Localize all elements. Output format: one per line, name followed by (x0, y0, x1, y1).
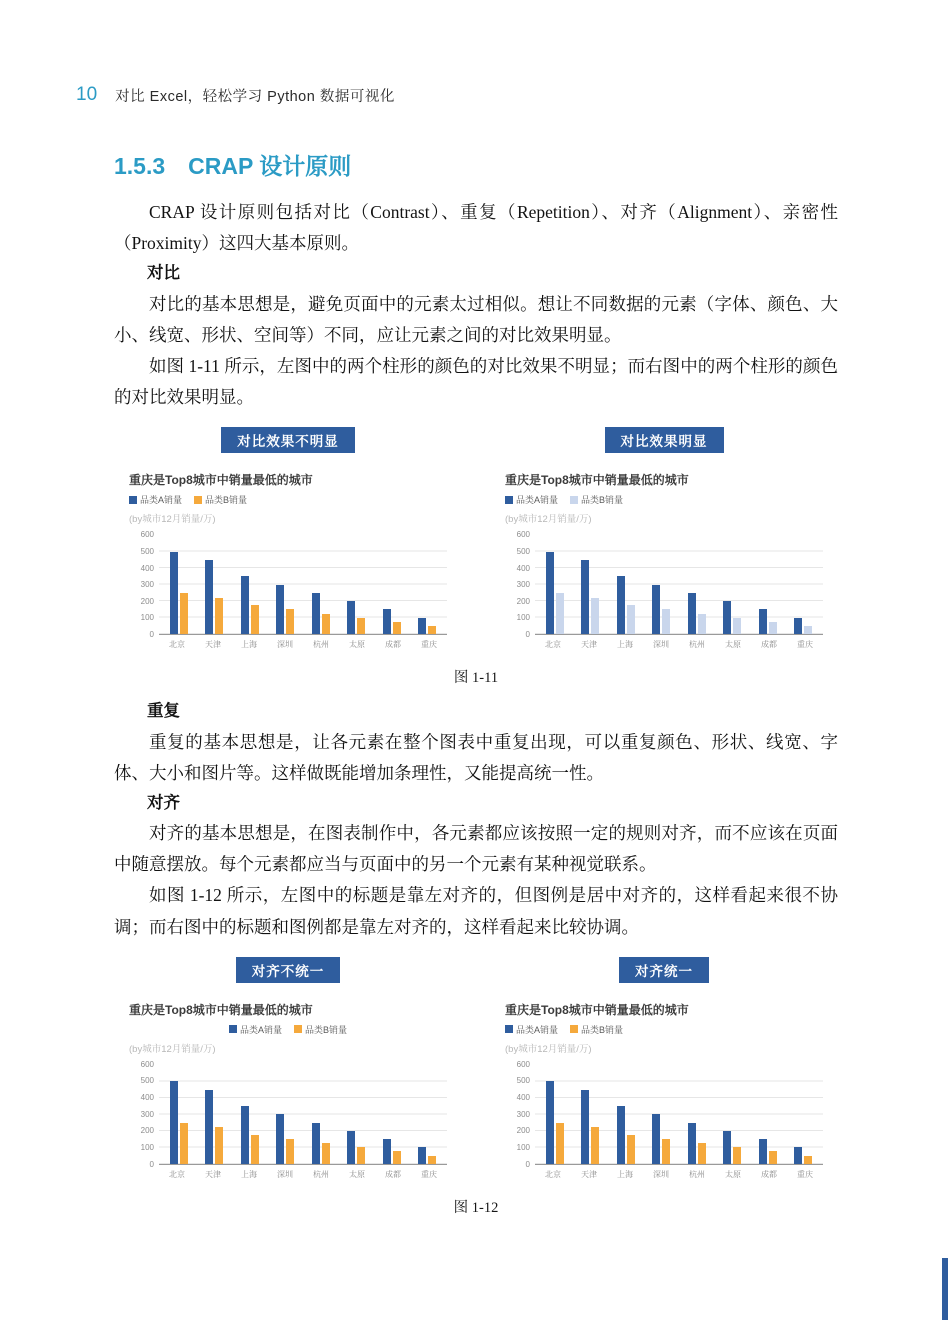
y-axis-tick-label: 0 (149, 630, 154, 640)
bar (627, 605, 635, 634)
bar (804, 1156, 812, 1164)
x-axis-spacer (505, 639, 535, 650)
y-axis-tick-label: 100 (140, 1143, 154, 1153)
x-axis-label: 成都 (385, 1169, 401, 1179)
bar (286, 1139, 294, 1164)
bar (794, 618, 802, 634)
bar-group (617, 1065, 635, 1164)
chart-subtitle: (by城市12月销量/万) (505, 1043, 592, 1055)
bar-group (581, 1065, 599, 1164)
y-axis-tick-label: 300 (140, 1109, 154, 1119)
bar (347, 1131, 355, 1164)
legend-label: 品类A销量 (239, 1024, 282, 1035)
x-axis-label: 深圳 (653, 1169, 669, 1179)
bar-group (688, 1065, 706, 1164)
y-axis-tick-label: 300 (516, 580, 530, 590)
bar-group (723, 1065, 741, 1164)
chart-subtitle: (by城市12月销量/万) (129, 1043, 216, 1055)
bar (591, 598, 599, 634)
plot-area (535, 535, 823, 635)
bar-group (205, 1065, 223, 1164)
x-axis-label: 北京 (545, 640, 561, 650)
paragraph-contrast-2: 如图 1-11 所示，左图中的两个柱形的颜色的对比效果不明显；而右图中的两个柱形的颜色的对比效果明显。 (114, 355, 838, 408)
y-axis-tick-label: 0 (525, 1159, 530, 1169)
bar-group (759, 535, 777, 634)
bar-group (652, 1065, 670, 1164)
x-axis-label: 天津 (581, 640, 597, 650)
legend-label: 品类A销量 (516, 1024, 559, 1035)
bar (652, 585, 660, 635)
bar (759, 1139, 767, 1164)
bar-group (546, 1065, 564, 1164)
running-head-title: 对比 Excel，轻松学习 Python 数据可视化 (115, 88, 395, 105)
bar (418, 1147, 426, 1163)
chart-legend (129, 1023, 447, 1036)
bar (205, 560, 213, 634)
bar-group (418, 1065, 436, 1164)
bar (312, 593, 320, 634)
chart-title: 重庆是Top8城市中销量最低的城市 (505, 1002, 689, 1017)
x-axis (505, 639, 823, 650)
plot-area (159, 535, 447, 635)
paragraph-intro: CRAP 设计原则包括对比（Contrast）、重复（Repetition）、对齐（Alignment）、亲密性（Proximity）这四大基本原则。 (114, 202, 838, 254)
bar-group (759, 1065, 777, 1164)
x-axis-labels (159, 1169, 447, 1180)
x-axis-label: 重庆 (797, 1169, 813, 1179)
bar-group (383, 1065, 401, 1164)
bar (546, 1081, 554, 1164)
x-axis (129, 639, 447, 650)
bar (591, 1127, 599, 1163)
bar (723, 601, 731, 634)
bar (393, 1151, 401, 1163)
chart-align-consistent (505, 957, 823, 1180)
y-axis-tick-label: 100 (516, 613, 530, 623)
legend-item (505, 493, 558, 506)
bar (581, 1090, 589, 1164)
x-axis-label: 深圳 (277, 1169, 293, 1179)
figure-1-12 (114, 957, 838, 1217)
figure-1-12-charts (114, 957, 838, 1180)
bar (662, 1139, 670, 1164)
legend-label: 品类B销量 (581, 495, 624, 506)
chart-legend (505, 1023, 823, 1036)
bar (733, 618, 741, 634)
page-edge-marker (942, 1258, 948, 1320)
bar-group (347, 1065, 365, 1164)
bar (215, 1127, 223, 1163)
chart-title: 重庆是Top8城市中销量最低的城市 (129, 1002, 313, 1017)
legend-item (129, 493, 182, 506)
y-axis-tick-label: 300 (140, 580, 154, 590)
chart-contrast-weak (129, 427, 447, 650)
figure-1-12-caption: 图 1-12 (453, 1199, 499, 1216)
x-axis-label: 重庆 (421, 1169, 437, 1179)
bar (241, 1106, 249, 1164)
bar (698, 1143, 706, 1164)
bar-group (347, 535, 365, 634)
bar (556, 593, 564, 634)
x-axis-label: 北京 (169, 640, 185, 650)
bar (652, 1114, 660, 1164)
page-number: 10 (76, 84, 98, 105)
y-axis-tick-label: 600 (140, 530, 154, 540)
bar (383, 1139, 391, 1164)
x-axis (129, 1169, 447, 1180)
x-axis-label: 杭州 (689, 640, 705, 650)
bar-group (383, 535, 401, 634)
x-axis-spacer (129, 1169, 159, 1180)
x-axis-label: 杭州 (313, 640, 329, 650)
y-axis (129, 1061, 159, 1169)
subhead-contrast: 对比 (147, 264, 180, 283)
bar-group (241, 535, 259, 634)
bar-group (312, 1065, 330, 1164)
bar (418, 618, 426, 634)
bar (769, 1151, 777, 1163)
chart-plot (129, 1059, 447, 1169)
bar (205, 1090, 213, 1164)
y-axis-tick-label: 500 (140, 546, 154, 556)
bar (804, 626, 812, 634)
bar (688, 1123, 696, 1164)
bar (357, 1147, 365, 1163)
y-axis-tick-label: 400 (140, 1093, 154, 1103)
bar (617, 1106, 625, 1164)
x-axis-label: 重庆 (797, 640, 813, 650)
y-axis-tick-label: 500 (516, 1076, 530, 1086)
bar (347, 601, 355, 634)
x-axis-label: 北京 (169, 1169, 185, 1179)
bar (698, 614, 706, 635)
x-axis-label: 上海 (617, 640, 633, 650)
bar (393, 622, 401, 634)
chart-legend (129, 493, 447, 506)
chart-plot (129, 530, 447, 640)
bar (759, 609, 767, 634)
legend-swatch (294, 1025, 302, 1033)
y-axis-tick-label: 400 (516, 1093, 530, 1103)
legend-label: 品类B销量 (305, 1024, 348, 1035)
bar-group (546, 535, 564, 634)
y-axis (129, 531, 159, 639)
bar-group (794, 1065, 812, 1164)
chart-subtitle: (by城市12月销量/万) (129, 514, 216, 526)
y-axis-tick-label: 400 (140, 563, 154, 573)
paragraph-alignment-1: 对齐的基本思想是，在图表制作中，各元素都应该按照一定的规则对齐，而不应该在页面中随意摆放。每个元素都应当与页面中的另一个元素有某种视觉联系。 (114, 823, 838, 875)
y-axis-tick-label: 200 (140, 1126, 154, 1136)
bar (794, 1147, 802, 1163)
bar (383, 609, 391, 634)
x-axis-label: 太原 (725, 640, 741, 650)
page-header (0, 0, 948, 106)
x-axis-labels (535, 639, 823, 650)
bar-group (617, 535, 635, 634)
bar (180, 1123, 188, 1164)
legend-swatch (229, 1025, 237, 1033)
bar-group (205, 535, 223, 634)
bar (733, 1147, 741, 1163)
x-axis-label: 太原 (725, 1169, 741, 1179)
legend-item (570, 493, 623, 506)
paragraph-alignment-2: 如图 1-12 所示，左图中的标题是靠左对齐的，但图例是居中对齐的，这样看起来很不协调；而右图中的标题和图例都是靠左对齐的，这样看起来比较协调。 (114, 885, 838, 937)
bar-group (241, 1065, 259, 1164)
bar-group (723, 535, 741, 634)
y-axis (505, 531, 535, 639)
bar-group (276, 1065, 294, 1164)
legend-item (505, 1023, 558, 1036)
legend-item (194, 493, 247, 506)
bar (276, 585, 284, 635)
bar-group (312, 535, 330, 634)
legend-item (294, 1023, 347, 1036)
chart-badge: 对齐统一 (619, 957, 709, 983)
bar (276, 1114, 284, 1164)
chart-align-inconsistent (129, 957, 447, 1180)
bar-group (170, 535, 188, 634)
bar-group (276, 535, 294, 634)
bar (546, 552, 554, 635)
y-axis-tick-label: 100 (516, 1143, 530, 1153)
legend-swatch (129, 496, 137, 504)
bar (322, 1143, 330, 1164)
bar (769, 622, 777, 634)
chart-subtitle: (by城市12月销量/万) (505, 514, 592, 526)
x-axis-label: 成都 (385, 640, 401, 650)
legend-swatch (505, 1025, 513, 1033)
bar (556, 1123, 564, 1164)
bar (322, 614, 330, 635)
x-axis (505, 1169, 823, 1180)
y-axis-tick-label: 600 (140, 1059, 154, 1069)
chart-badge: 对比效果明显 (605, 427, 724, 453)
chart-title: 重庆是Top8城市中销量最低的城市 (505, 473, 689, 488)
bar (617, 576, 625, 634)
paragraph-contrast-1: 对比的基本思想是，避免页面中的元素太过相似。想让不同数据的元素（字体、颜色、大小、线宽、形状、空间等）不同，应让元素之间的对比效果明显。 (114, 293, 838, 345)
paragraph-repetition: 重复的基本思想是，让各元素在整个图表中重复出现，可以重复颜色、形状、线宽、字体、大小和图片等。这样做既能增加条理性，又能提高统一性。 (114, 731, 838, 783)
subhead-alignment: 对齐 (147, 793, 180, 812)
x-axis-label: 深圳 (277, 640, 293, 650)
legend-item (229, 1023, 282, 1036)
chart-title: 重庆是Top8城市中销量最低的城市 (129, 473, 313, 488)
chart-badge: 对齐不统一 (236, 957, 341, 983)
bar (251, 1135, 259, 1164)
x-axis-label: 杭州 (313, 1169, 329, 1179)
x-axis-labels (535, 1169, 823, 1180)
y-axis-tick-label: 500 (140, 1076, 154, 1086)
legend-label: 品类A销量 (140, 495, 183, 506)
y-axis-tick-label: 200 (516, 1126, 530, 1136)
x-axis-label: 太原 (349, 640, 365, 650)
chart-plot (505, 1059, 823, 1169)
x-axis-label: 北京 (545, 1169, 561, 1179)
x-axis-label: 成都 (761, 640, 777, 650)
x-axis-label: 天津 (205, 1169, 221, 1179)
bar (251, 605, 259, 634)
legend-label: 品类B销量 (205, 495, 248, 506)
bar (286, 609, 294, 634)
y-axis-tick-label: 600 (516, 530, 530, 540)
x-axis-label: 太原 (349, 1169, 365, 1179)
bar (215, 598, 223, 634)
bar (581, 560, 589, 634)
x-axis-label: 深圳 (653, 640, 669, 650)
y-axis-tick-label: 600 (516, 1059, 530, 1069)
y-axis-tick-label: 300 (516, 1109, 530, 1119)
bar (662, 609, 670, 634)
legend-label: 品类B销量 (581, 1024, 624, 1035)
x-axis-label: 成都 (761, 1169, 777, 1179)
bar (241, 576, 249, 634)
chart-legend (505, 493, 823, 506)
bar (428, 1156, 436, 1164)
y-axis-tick-label: 0 (525, 630, 530, 640)
chart-contrast-strong (505, 427, 823, 650)
bar (170, 1081, 178, 1164)
bar (312, 1123, 320, 1164)
bar (170, 552, 178, 635)
legend-item (570, 1023, 623, 1036)
y-axis-tick-label: 200 (516, 596, 530, 606)
x-axis-spacer (505, 1169, 535, 1180)
legend-swatch (570, 1025, 578, 1033)
y-axis-tick-label: 0 (149, 1159, 154, 1169)
x-axis-label: 天津 (581, 1169, 597, 1179)
chart-badge: 对比效果不明显 (221, 427, 355, 453)
bar (428, 626, 436, 634)
section-heading: 1.5.3 CRAP 设计原则 (114, 153, 352, 179)
x-axis-labels (159, 639, 447, 650)
x-axis-spacer (129, 639, 159, 650)
legend-label: 品类A销量 (516, 495, 559, 506)
x-axis-label: 杭州 (689, 1169, 705, 1179)
x-axis-label: 上海 (241, 640, 257, 650)
y-axis-tick-label: 500 (516, 546, 530, 556)
page-content (0, 106, 948, 1217)
legend-swatch (194, 496, 202, 504)
x-axis-label: 天津 (205, 640, 221, 650)
bar-group (652, 535, 670, 634)
bar (688, 593, 696, 634)
plot-area (159, 1065, 447, 1165)
y-axis-tick-label: 400 (516, 563, 530, 573)
bar-group (170, 1065, 188, 1164)
subhead-repetition: 重复 (147, 702, 180, 721)
bar-group (794, 535, 812, 634)
bar (180, 593, 188, 634)
plot-area (535, 1065, 823, 1165)
figure-1-11 (114, 427, 838, 687)
legend-swatch (570, 496, 578, 504)
y-axis (505, 1061, 535, 1169)
y-axis-tick-label: 200 (140, 596, 154, 606)
y-axis-tick-label: 100 (140, 613, 154, 623)
bar-group (418, 535, 436, 634)
bar-group (688, 535, 706, 634)
bar (357, 618, 365, 634)
x-axis-label: 重庆 (421, 640, 437, 650)
bar (723, 1131, 731, 1164)
x-axis-label: 上海 (617, 1169, 633, 1179)
bar-group (581, 535, 599, 634)
figure-1-11-caption: 图 1-11 (453, 670, 499, 687)
figure-1-11-charts (114, 427, 838, 650)
chart-plot (505, 530, 823, 640)
x-axis-label: 上海 (241, 1169, 257, 1179)
legend-swatch (505, 496, 513, 504)
bar (627, 1135, 635, 1164)
